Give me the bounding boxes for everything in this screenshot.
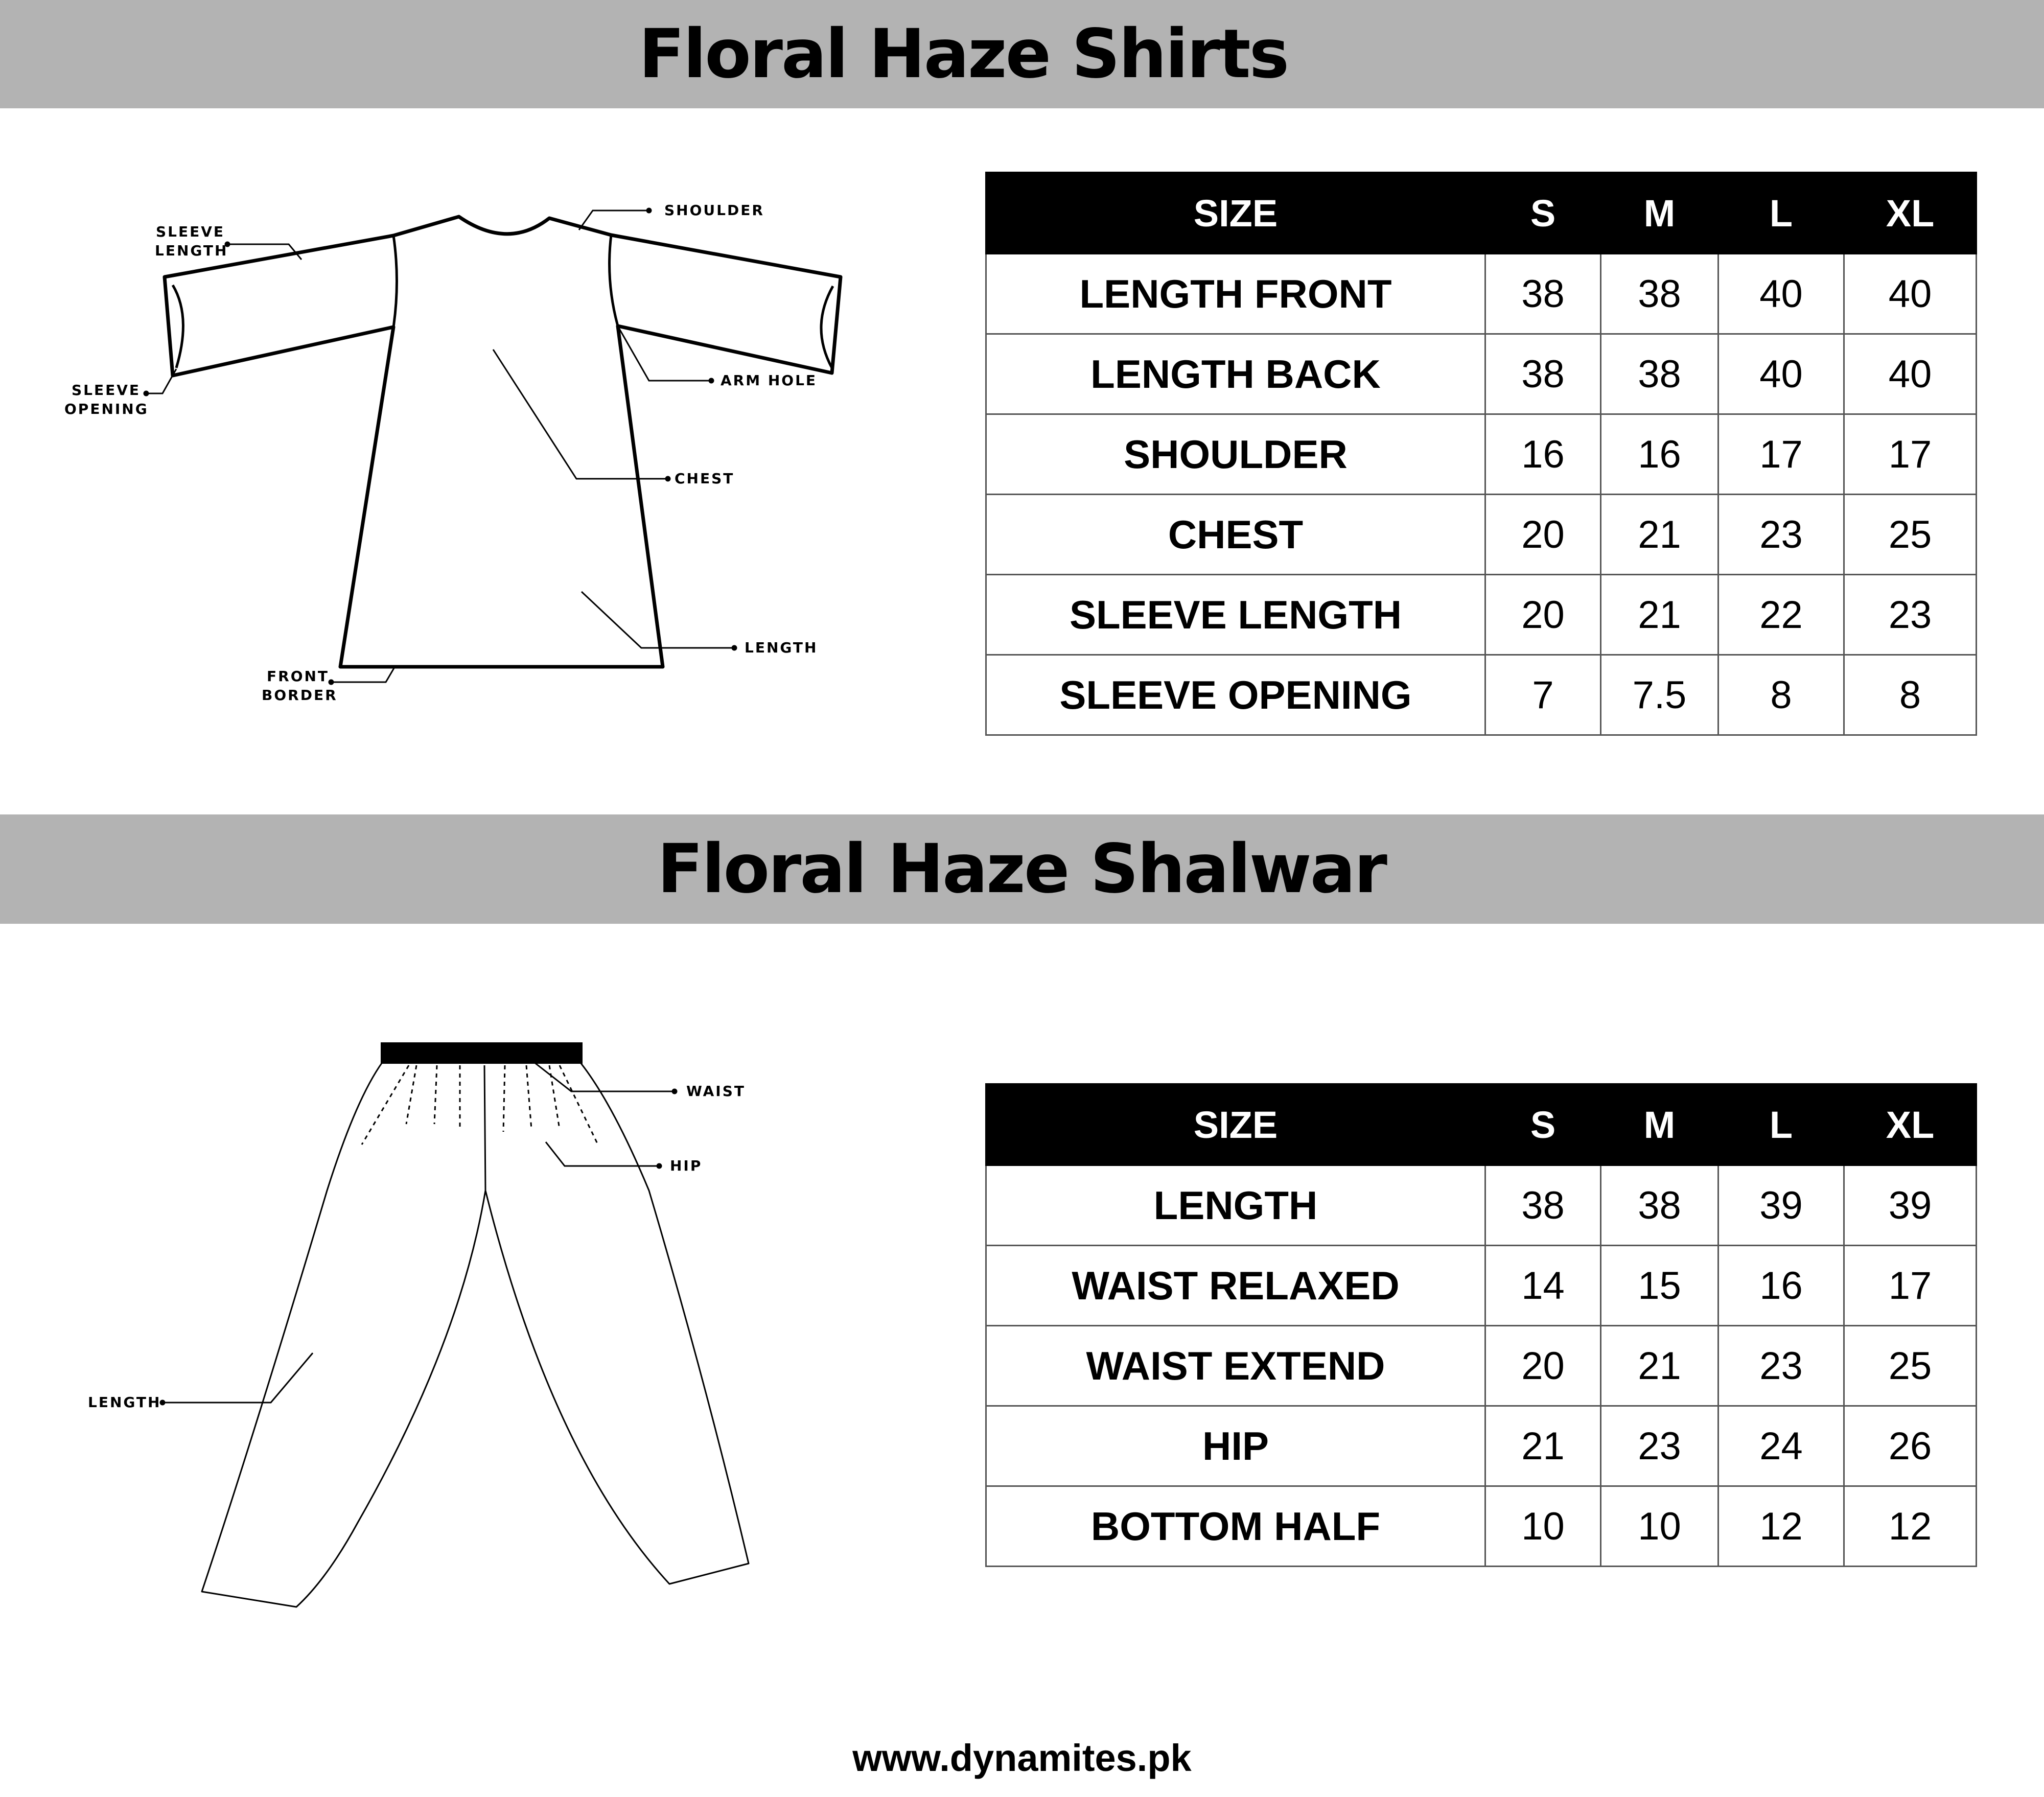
table-row: [986, 1165, 1977, 1246]
table-row: [986, 575, 1977, 655]
cell-s: 20: [1485, 1326, 1601, 1406]
header-l: L: [1718, 173, 1844, 254]
callout-sleeve-length-line2: LENGTH: [155, 242, 228, 259]
cell-m: 16: [1601, 414, 1718, 495]
cell-s: 10: [1485, 1486, 1601, 1567]
cell-m: 15: [1601, 1246, 1718, 1326]
table-row: [986, 1486, 1977, 1567]
shalwar-diagram: [0, 924, 971, 1690]
callout-hip: HIP: [670, 1157, 703, 1174]
callout-length: LENGTH: [745, 639, 818, 656]
callout-shoulder: SHOULDER: [664, 202, 764, 219]
cell-m: 21: [1601, 575, 1718, 655]
header-l: L: [1718, 1084, 1844, 1165]
cell-l: 17: [1718, 414, 1844, 495]
row-label: LENGTH BACK: [986, 334, 1485, 414]
cell-xl: 12: [1844, 1486, 1977, 1567]
table-row: [986, 334, 1977, 414]
callout-sleeve-opening-line1: SLEEVE: [72, 382, 141, 399]
table-row: [986, 1406, 1977, 1486]
row-label: SLEEVE OPENING: [986, 655, 1485, 735]
row-label: SHOULDER: [986, 414, 1485, 495]
callout-front-border-line1: FRONT: [267, 668, 330, 685]
callout-sleeve-length-line1: SLEEVE: [156, 223, 225, 240]
cell-l: 12: [1718, 1486, 1844, 1567]
cell-xl: 40: [1844, 254, 1977, 334]
row-label: LENGTH: [986, 1165, 1485, 1246]
shalwar-waistband: [381, 1042, 583, 1064]
callout-arm-hole: ARM HOLE: [721, 372, 818, 389]
header-m: M: [1601, 173, 1718, 254]
footer-website-link[interactable]: www.dynamites.pk: [852, 1737, 1192, 1779]
cell-xl: 8: [1844, 655, 1977, 735]
header-xl: XL: [1844, 1084, 1977, 1165]
row-label: HIP: [986, 1406, 1485, 1486]
row-label: WAIST RELAXED: [986, 1246, 1485, 1326]
callout-sleeve-opening-line2: OPENING: [64, 401, 149, 417]
cell-l: 40: [1718, 254, 1844, 334]
cell-l: 22: [1718, 575, 1844, 655]
row-label: LENGTH FRONT: [986, 254, 1485, 334]
callout-shalwar-length: LENGTH: [88, 1394, 161, 1411]
shirts-title: Floral Haze Shirts: [638, 15, 1288, 94]
header-xl: XL: [1844, 173, 1977, 254]
header-m: M: [1601, 1084, 1718, 1165]
row-label: SLEEVE LENGTH: [986, 575, 1485, 655]
shalwar-size-table: [985, 1083, 1977, 1567]
cell-l: 24: [1718, 1406, 1844, 1486]
row-label: BOTTOM HALF: [986, 1486, 1485, 1567]
shalwar-title: Floral Haze Shalwar: [657, 830, 1386, 908]
cell-m: 38: [1601, 254, 1718, 334]
table-row: [986, 414, 1977, 495]
cell-xl: 25: [1844, 495, 1977, 575]
cell-xl: 25: [1844, 1326, 1977, 1406]
shirt-size-table: [985, 172, 1977, 736]
cell-l: 8: [1718, 655, 1844, 735]
table-header-row: [986, 173, 1977, 254]
header-s: S: [1485, 1084, 1601, 1165]
cell-l: 39: [1718, 1165, 1844, 1246]
callout-chest: CHEST: [675, 470, 735, 487]
cell-s: 20: [1485, 575, 1601, 655]
cell-l: 40: [1718, 334, 1844, 414]
cell-xl: 17: [1844, 1246, 1977, 1326]
cell-l: 16: [1718, 1246, 1844, 1326]
shirt-leader-lines: [144, 208, 736, 684]
shalwar-outline: [202, 1058, 749, 1607]
cell-m: 10: [1601, 1486, 1718, 1567]
cell-xl: 26: [1844, 1406, 1977, 1486]
cell-xl: 23: [1844, 575, 1977, 655]
shirt-diagram: [0, 108, 971, 814]
cell-s: 21: [1485, 1406, 1601, 1486]
table-row: [986, 1326, 1977, 1406]
header-size: SIZE: [986, 1084, 1485, 1165]
row-label: WAIST EXTEND: [986, 1326, 1485, 1406]
cell-m: 21: [1601, 495, 1718, 575]
cell-m: 21: [1601, 1326, 1718, 1406]
cell-l: 23: [1718, 1326, 1844, 1406]
cell-m: 38: [1601, 1165, 1718, 1246]
cell-s: 38: [1485, 1165, 1601, 1246]
cell-xl: 17: [1844, 414, 1977, 495]
cell-s: 20: [1485, 495, 1601, 575]
table-row: [986, 495, 1977, 575]
shalwar-leader-lines: [160, 1060, 677, 1405]
shalwar-banner: [0, 814, 2044, 924]
header-s: S: [1485, 173, 1601, 254]
shirts-banner: [0, 0, 2044, 108]
cell-s: 38: [1485, 334, 1601, 414]
table-row: [986, 1246, 1977, 1326]
shalwar-gather-lines: [362, 1065, 598, 1145]
cell-m: 38: [1601, 334, 1718, 414]
callout-waist: WAIST: [686, 1083, 746, 1100]
cell-xl: 40: [1844, 334, 1977, 414]
cell-l: 23: [1718, 495, 1844, 575]
cell-m: 23: [1601, 1406, 1718, 1486]
table-header-row: [986, 1084, 1977, 1165]
cell-s: 16: [1485, 414, 1601, 495]
callout-front-border-line2: BORDER: [262, 687, 338, 704]
row-label: CHEST: [986, 495, 1485, 575]
cell-s: 14: [1485, 1246, 1601, 1326]
shirt-inner-lines: [173, 235, 833, 368]
shirt-outline: [165, 217, 841, 667]
table-row: [986, 655, 1977, 735]
header-size: SIZE: [986, 173, 1485, 254]
cell-s: 7: [1485, 655, 1601, 735]
table-row: [986, 254, 1977, 334]
cell-xl: 39: [1844, 1165, 1977, 1246]
cell-s: 38: [1485, 254, 1601, 334]
cell-m: 7.5: [1601, 655, 1718, 735]
